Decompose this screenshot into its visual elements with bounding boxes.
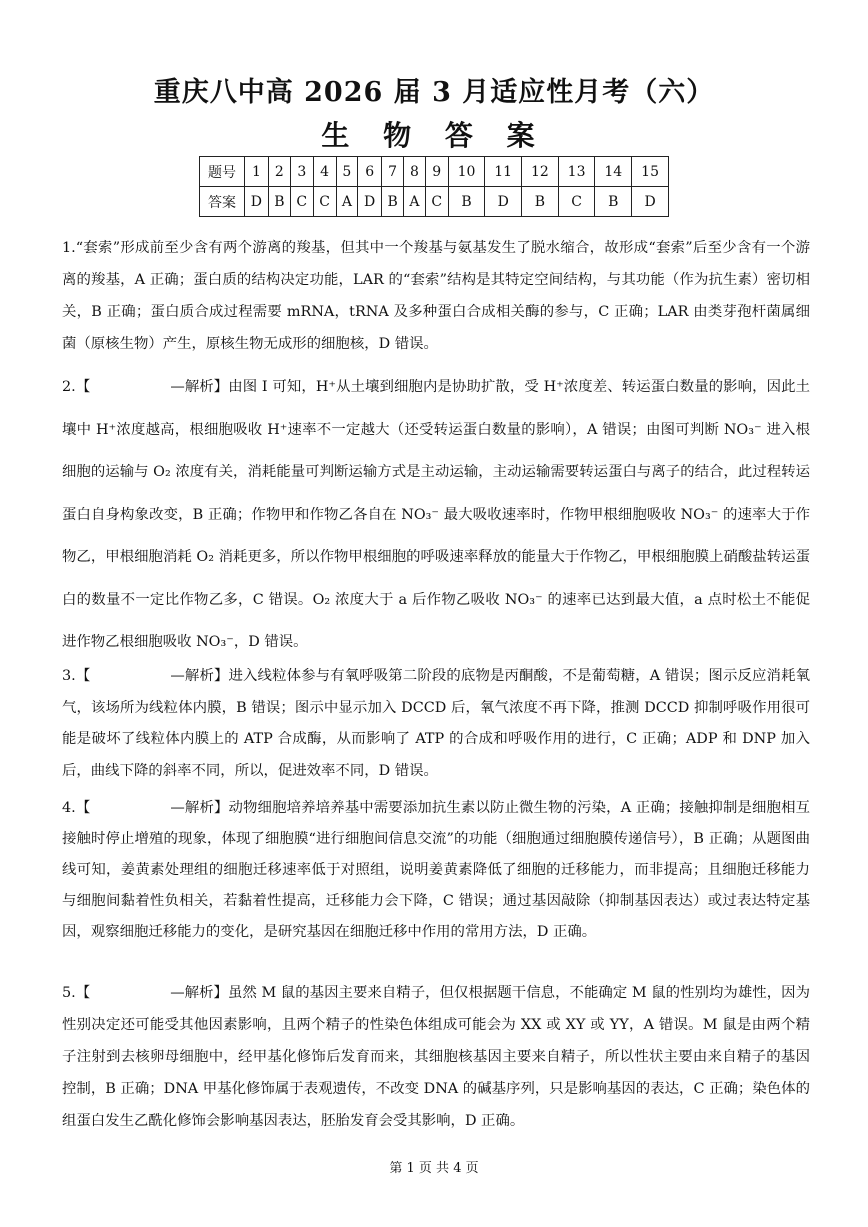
number-row-label: 题号 <box>200 157 245 187</box>
question-text: —解析】动物细胞培养培养基中需要添加抗生素以防止微生物的污染，A 正确；接触抑制是细胞相互接触时停止增殖的现象，体现了细胞膜“进行细胞间信息交流”的功能（细胞通过细胞膜传递信号），B 正确；从题图曲线可知，姜黄素处理组的细胞迁移速率低于对照组，说明姜黄素降低了细胞的迁移能力，而非提高；且细胞迁移能力与细胞间黏着性负相关，若黏着性提高，迁移能力会下降，C 错误；通过基因敲除（抑制基因表达）或过表达特定基因，观察细胞迁移能力的变化，是研究基因在细胞迁移中作用的常用方法，D 正确。 <box>62 800 810 940</box>
bracket-open: 【 <box>75 379 91 395</box>
answer-cell: C <box>425 187 448 217</box>
question-number-cell: 9 <box>425 157 448 187</box>
question-number-cell: 7 <box>382 157 404 187</box>
page-footer: 第 1 页 共 4 页 <box>389 1161 479 1176</box>
answer-cell: B <box>268 187 290 217</box>
bracket-open: 【 <box>75 668 91 684</box>
answer-cell: C <box>558 187 595 217</box>
question-text: —解析】虽然 M 鼠的基因主要来自精子，但仅根据题干信息，不能确定 M 鼠的性别均为雄性，因为性别决定还可能受其他因素影响，且两个精子的性染色体组成可能会为 XX 或 XY 或 YY，A 错误。M 鼠是由两个精子注射到去核卵母细胞中，经甲基化修饰后发育而来，其细胞核基因主要来自精子，所以性状主要由来自精子的基因控制，B 正确；DNA 甲基化修饰属于表观遗传，不改变 DNA 的碱基序列，只是影响基因的表达，C 正确；染色体的组蛋白发生乙酰化修饰会影响基因表达，胚胎发育会受其影响，D 正确。 <box>62 985 810 1129</box>
question-number-cell: 11 <box>485 157 522 187</box>
question-text: —解析】进入线粒体参与有氧呼吸第二阶段的底物是丙酮酸，不是葡萄糖，A 错误；图示反应消耗氧气，该场所为线粒体内膜，B 错误；图示中显示加入 DCCD 后，氧气浓度不再下降，推测 DCCD 抑制呼吸作用很可能是破坏了线粒体内膜上的 ATP 合成酶，从而影响了 ATP 的合成和呼吸作用的进行，C 正确；ADP 和 DNP 加入后，曲线下降的斜率不同，所以，促进效率不同，D 错误。 <box>62 668 810 779</box>
answer-table-number-row <box>200 157 669 187</box>
question-number-cell: 14 <box>595 157 632 187</box>
question-5-explanation <box>62 977 810 1137</box>
question-number: 3. <box>62 668 76 684</box>
answer-table <box>199 156 669 217</box>
answer-cell: D <box>632 187 669 217</box>
question-number-cell: 12 <box>522 157 559 187</box>
question-number-cell: 10 <box>448 157 485 187</box>
answer-cell: A <box>336 187 358 217</box>
answer-row-label: 答案 <box>200 187 245 217</box>
answer-cell: D <box>245 187 269 217</box>
question-3-explanation <box>62 661 810 787</box>
answer-table-answer-row <box>200 187 669 217</box>
bracket-open: 【 <box>75 800 91 816</box>
question-number-cell: 1 <box>245 157 269 187</box>
answer-cell: D <box>485 187 522 217</box>
answer-cell: C <box>290 187 313 217</box>
question-number-cell: 13 <box>558 157 595 187</box>
answer-cell: A <box>404 187 426 217</box>
question-number: 1. <box>62 240 76 256</box>
question-1-explanation <box>62 232 810 360</box>
question-number: 5. <box>62 985 76 1001</box>
answer-cell: C <box>313 187 336 217</box>
page-title: 重庆八中高 2026 届 3 月适应性月考（六） <box>153 77 715 108</box>
answer-cell: D <box>358 187 382 217</box>
question-number-cell: 3 <box>290 157 313 187</box>
question-text: “套索”形成前至少含有两个游离的羧基，但其中一个羧基与氨基发生了脱水缩合，故形成“套索”后至少含有一个游离的羧基，A 正确；蛋白质的结构决定功能，LAR 的“套索”结构是其特定空间结构，与其功能（作为抗生素）密切相关，B 正确；蛋白质合成过程需要 mRNA，tRNA 及多种蛋白合成相关酶的参与，C 正确；LAR 由类芽孢杆菌属细菌（原核生物）产生，原核生物无成形的细胞核，D 错误。 <box>62 240 810 352</box>
question-number-cell: 8 <box>404 157 426 187</box>
question-number-cell: 2 <box>268 157 290 187</box>
question-number-cell: 4 <box>313 157 336 187</box>
answer-cell: B <box>522 187 559 217</box>
answer-cell: B <box>382 187 404 217</box>
bracket-open: 【 <box>75 985 91 1001</box>
answer-cell: B <box>595 187 632 217</box>
page-subtitle: 生 物 答 案 <box>321 119 547 152</box>
question-number-cell: 6 <box>358 157 382 187</box>
question-2-explanation <box>62 366 810 664</box>
question-text: —解析】由图 Ⅰ 可知，H⁺从土壤到细胞内是协助扩散，受 H⁺浓度差、转运蛋白数量的影响，因此土壤中 H⁺浓度越高，根细胞吸收 H⁺速率不一定越大（还受转运蛋白数量的影响），A 错误；由图可判断 NO₃⁻ 进入根细胞的运输与 O₂ 浓度有关，消耗能量可判断运输方式是主动运输，主动运输需要转运蛋白与离子的结合，此过程转运蛋白自身构象改变，B 正确；作物甲和作物乙各自在 NO₃⁻ 最大吸收速率时，作物甲根细胞吸收 NO₃⁻ 的速率大于作物乙，甲根细胞消耗 O₂ 消耗更多，所以作物甲根细胞的呼吸速率释放的能量大于作物乙，甲根细胞膜上硝酸盐转运蛋白的数量不一定比作物乙多，C 错误。O₂ 浓度大于 a 后作物乙吸收 NO₃⁻ 的速率已达到最大值，a 点时松土不能促进作物乙根细胞吸收 NO₃⁻，D 错误。 <box>62 379 810 650</box>
question-number: 2. <box>62 379 76 395</box>
question-number-cell: 5 <box>336 157 358 187</box>
question-number: 4. <box>62 800 76 816</box>
answer-cell: B <box>448 187 485 217</box>
question-4-explanation <box>62 793 810 948</box>
question-number-cell: 15 <box>632 157 669 187</box>
